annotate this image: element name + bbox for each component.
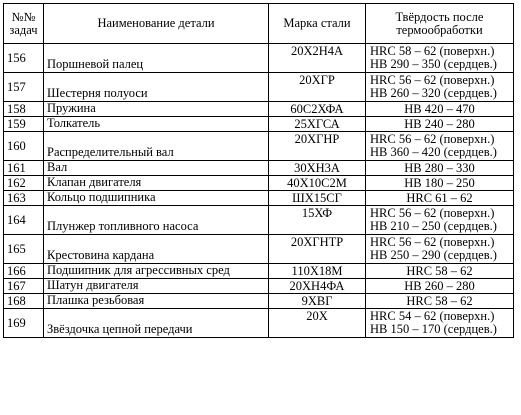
header-num-line-1: №№ [11, 9, 36, 24]
cell-num: 169 [4, 309, 44, 338]
table-header-row [4, 4, 514, 44]
cell-num: 159 [4, 117, 44, 132]
hardness-line: HB 250 – 290 (сердцев.) [370, 248, 497, 262]
cell-hardness [366, 279, 514, 294]
hardness-line: HRC 61 – 62 [406, 190, 473, 205]
header-num [4, 4, 44, 44]
cell-part-name: Подшипник для агрессивных сред [44, 264, 269, 279]
table-row [4, 44, 514, 73]
table-body [4, 44, 514, 338]
cell-hardness [366, 206, 514, 235]
table-row [4, 117, 514, 132]
cell-part-name: Вал [44, 161, 269, 176]
cell-steel-grade: 9ХВГ [269, 294, 366, 309]
cell-num: 168 [4, 294, 44, 309]
cell-hardness [366, 264, 514, 279]
hardness-line: HRC 58 – 62 (поверхн.) [370, 44, 495, 58]
cell-num: 156 [4, 44, 44, 73]
hardness-line: HB 210 – 250 (сердцев.) [370, 219, 497, 233]
header-hardness [366, 4, 514, 44]
header-name: Наименование детали [44, 4, 269, 44]
table-row [4, 161, 514, 176]
table-row [4, 294, 514, 309]
cell-steel-grade: ШХ15СГ [269, 191, 366, 206]
cell-hardness [366, 235, 514, 264]
hardness-line: HB 290 – 350 (сердцев.) [370, 57, 497, 71]
cell-part-name: Шестерня полуоси [44, 73, 269, 102]
cell-num: 161 [4, 161, 44, 176]
hardness-line: HRC 56 – 62 (поверхн.) [370, 235, 495, 249]
cell-num: 163 [4, 191, 44, 206]
table-row [4, 279, 514, 294]
hardness-line: HB 180 – 250 [404, 175, 475, 190]
cell-num: 160 [4, 132, 44, 161]
hardness-line: HB 240 – 280 [404, 116, 475, 131]
cell-part-name: Кольцо подшипника [44, 191, 269, 206]
cell-part-name: Толкатель [44, 117, 269, 132]
hardness-line: HB 150 – 170 (сердцев.) [370, 322, 497, 336]
cell-steel-grade: 20Х [269, 309, 366, 338]
header-hardness-line-1: Твёрдость после [395, 9, 484, 24]
cell-num: 167 [4, 279, 44, 294]
cell-hardness [366, 73, 514, 102]
hardness-line: HRC 56 – 62 (поверхн.) [370, 73, 495, 87]
hardness-line: HRC 58 – 62 [406, 263, 473, 278]
cell-part-name: Плунжер топливного насоса [44, 206, 269, 235]
header-num-line-2: задач [9, 22, 38, 37]
cell-hardness [366, 309, 514, 338]
hardness-line: HB 280 – 330 [404, 160, 475, 175]
cell-num: 162 [4, 176, 44, 191]
cell-num: 166 [4, 264, 44, 279]
table-row [4, 102, 514, 117]
table-row [4, 176, 514, 191]
cell-num: 158 [4, 102, 44, 117]
cell-steel-grade: 20ХГНТР [269, 235, 366, 264]
cell-part-name: Пружина [44, 102, 269, 117]
table-row [4, 73, 514, 102]
cell-steel-grade: 30ХН3А [269, 161, 366, 176]
cell-hardness [366, 132, 514, 161]
hardness-line: HRC 56 – 62 (поверхн.) [370, 132, 495, 146]
cell-steel-grade: 20ХН4ФА [269, 279, 366, 294]
steel-hardness-table [3, 3, 514, 338]
cell-part-name: Звёздочка цепной передачи [44, 309, 269, 338]
cell-part-name: Плашка резьбовая [44, 294, 269, 309]
cell-hardness [366, 191, 514, 206]
cell-hardness [366, 161, 514, 176]
hardness-line: HRC 56 – 62 (поверхн.) [370, 206, 495, 220]
header-hardness-line-2: термообработки [396, 22, 483, 37]
table-row [4, 132, 514, 161]
table-row [4, 235, 514, 264]
cell-steel-grade: 20ХГР [269, 73, 366, 102]
hardness-line: HB 260 – 320 (сердцев.) [370, 86, 497, 100]
table-row [4, 191, 514, 206]
cell-num: 165 [4, 235, 44, 264]
cell-hardness [366, 102, 514, 117]
cell-steel-grade: 15ХФ [269, 206, 366, 235]
hardness-line: HB 260 – 280 [404, 278, 475, 293]
table-row [4, 309, 514, 338]
hardness-line: HRC 54 – 62 (поверхн.) [370, 309, 495, 323]
cell-hardness [366, 176, 514, 191]
cell-part-name: Крестовина кардана [44, 235, 269, 264]
cell-hardness [366, 294, 514, 309]
cell-hardness [366, 44, 514, 73]
cell-steel-grade: 110Х18М [269, 264, 366, 279]
header-steel: Марка стали [269, 4, 366, 44]
cell-steel-grade: 20ХГНР [269, 132, 366, 161]
cell-steel-grade: 25ХГСА [269, 117, 366, 132]
table-row [4, 264, 514, 279]
cell-part-name: Шатун двигателя [44, 279, 269, 294]
cell-num: 157 [4, 73, 44, 102]
table-row [4, 206, 514, 235]
cell-part-name: Поршневой палец [44, 44, 269, 73]
cell-part-name: Распределительный вал [44, 132, 269, 161]
cell-steel-grade: 60С2ХФА [269, 102, 366, 117]
hardness-line: HRC 58 – 62 [406, 293, 473, 308]
cell-hardness [366, 117, 514, 132]
cell-part-name: Клапан двигателя [44, 176, 269, 191]
cell-steel-grade: 20Х2Н4А [269, 44, 366, 73]
hardness-line: HB 420 – 470 [404, 101, 475, 116]
hardness-line: HB 360 – 420 (сердцев.) [370, 145, 497, 159]
cell-steel-grade: 40Х10С2М [269, 176, 366, 191]
cell-num: 164 [4, 206, 44, 235]
